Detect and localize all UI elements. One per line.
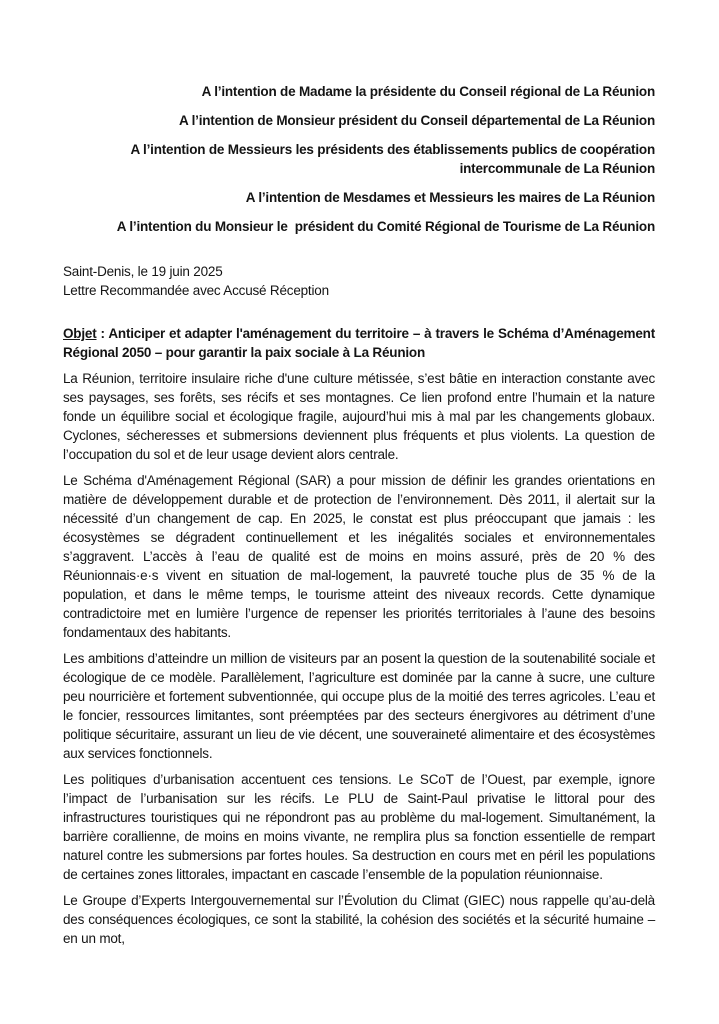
recipient-line: A l’intention de Messieurs les présidents des établissements publics de coopération intercommunale de La Réunion bbox=[130, 142, 659, 176]
date-block bbox=[63, 262, 655, 300]
place-date-line: Saint-Denis, le 19 juin 2025 bbox=[63, 264, 223, 279]
recipient-line: A l’intention de Mesdames et Messieurs les maires de La Réunion bbox=[245, 190, 655, 205]
body-paragraph: La Réunion, territoire insulaire riche d'une culture métissée, s’est bâtie en interaction constante avec ses paysages, ses forêts, ses récifs et ses montagnes. Ce lien profond entre l’humain et la nature fonde un équilibre social et écologique fragile, aujourd’hui mis à mal par les changements globaux. Cyclones, sécheresses et submersions deviennent plus fréquents et plus violents. La question de l’occupation du sol et de leur usage devient alors centrale. bbox=[63, 371, 655, 462]
recipient-block bbox=[63, 82, 659, 236]
subject-separator: : bbox=[96, 326, 109, 341]
recipient-line: A l’intention du Monsieur le président du Comité Régional de Tourisme de La Réunion bbox=[116, 219, 655, 234]
subject-text: Anticiper et adapter l'aménagement du territoire – à travers le Schéma d’Aménagement Régional 2050 – pour garantir la paix sociale à La Réunion bbox=[63, 326, 655, 360]
subject-line bbox=[63, 324, 655, 362]
recipient-line: A l’intention de Monsieur président du Conseil départemental de La Réunion bbox=[179, 113, 655, 128]
recipient-line: A l’intention de Madame la présidente du Conseil régional de La Réunion bbox=[201, 84, 655, 99]
body-paragraph: Les ambitions d’atteindre un million de visiteurs par an posent la question de la soutenabilité sociale et écologique de ce modèle. Parallèlement, l’agriculture est dominée par la canne à sucre, une culture peu nourricière et fortement subventionnée, qui occupe plus de la moitié des terres agricoles. L’eau et le foncier, ressources limitantes, sont préemptées par des secteurs énergivores au détriment d’une politique sécuritaire, assurant un lieu de vie décent, une souveraineté alimentaire et des écosystèmes aux services fonctionnels. bbox=[63, 651, 655, 761]
mail-type-line: Lettre Recommandée avec Accusé Réception bbox=[63, 283, 329, 298]
body-paragraph: Le Schéma d'Aménagement Régional (SAR) a pour mission de définir les grandes orientations en matière de développement durable et de protection de l’environnement. Dès 2011, il alertait sur la nécessité d’un changement de cap. En 2025, le constat est plus préoccupant que jamais : les écosystèmes se dégradent continuellement et les inégalités sociales et environnementales s’aggravent. L’accès à l’eau de qualité est de moins en moins assuré, près de 20 % des Réunionnais·e·s vivent en situation de mal-logement, la pauvreté touche plus de 35 % de la population, et dans le même temps, le tourisme atteint des niveaux records. Cette dynamique contradictoire met en lumière l’urgence de repenser les priorités territoriales à l’aune des besoins fondamentaux des habitants. bbox=[63, 473, 655, 640]
subject-label: Objet bbox=[63, 326, 97, 341]
letter-body bbox=[63, 369, 655, 948]
body-paragraph: Les politiques d’urbanisation accentuent ces tensions. Le SCoT de l’Ouest, par exemple, ignore l’impact de l’urbanisation sur les récifs. Le PLU de Saint-Paul privatise le littoral pour des infrastructures touristiques qui ne répondront pas au problème du mal-logement. Simultanément, la barrière corallienne, de moins en moins vivante, ne remplira plus sa fonction essentielle de rempart naturel contre les submersions par fortes houles. Sa destruction en cours met en péril les populations de certaines zones littorales, impactant en cascade l’ensemble de la population réunionnaise. bbox=[63, 772, 655, 882]
body-paragraph: Le Groupe d’Experts Intergouvernemental sur l’Évolution du Climat (GIEC) nous rappelle qu’au-delà des conséquences écologiques, ce sont la stabilité, la cohésion des sociétés et la sécurité humaine – en un mot, bbox=[63, 893, 655, 946]
